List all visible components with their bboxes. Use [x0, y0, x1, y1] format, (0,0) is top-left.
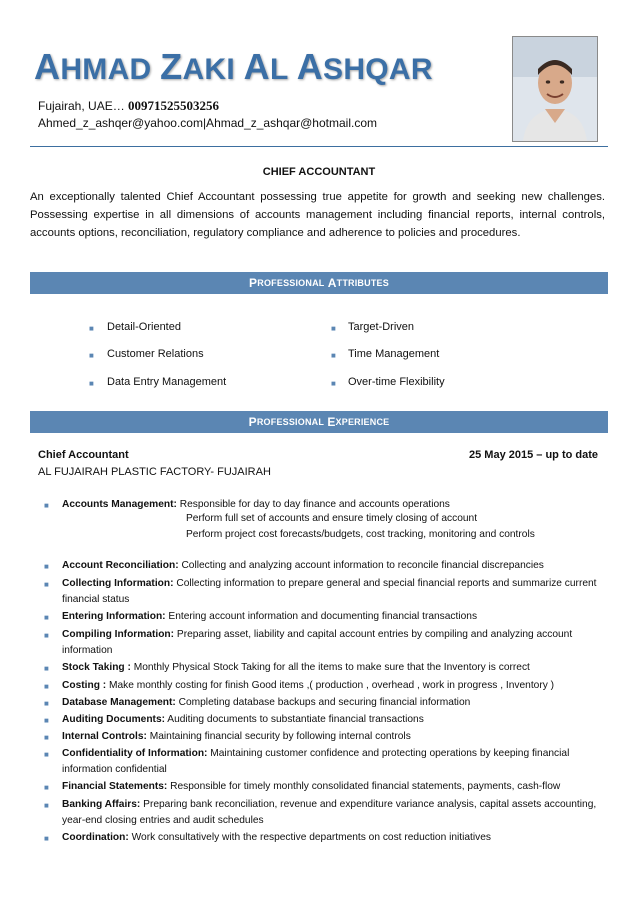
bullet-icon: ■ [44, 733, 49, 742]
bullet-icon: ■ [44, 562, 49, 571]
bullet-icon: ■ [44, 699, 49, 708]
bullet-icon: ■ [44, 834, 49, 843]
phone-number[interactable]: 00971525503256 [128, 98, 220, 113]
section-header-attributes: P ROFESSIONAL A TTRIBUTES [30, 272, 608, 294]
job-date: 25 May 2015 – up to date [469, 449, 598, 461]
bullet-icon: ■ [44, 631, 49, 640]
job-title: Chief Accountant [38, 449, 129, 461]
attribute-item: Detail-Oriented [107, 321, 181, 333]
duty-item: Accounts Management: Responsible for day to day finance and accounts operations [62, 499, 450, 510]
attribute-item: Customer Relations [107, 348, 204, 360]
duty-subline: Perform project cost forecasts/budgets, cost tracking, monitoring and controls [186, 529, 535, 540]
role-title: CHIEF ACCOUNTANT [262, 166, 376, 178]
profile-summary: An exceptionally talented Chief Accountant possessing true appetite for growth and seeking new challenges. Possessing expertise in all dimensions of accounts management including financial reports, internal controls, accounts options, reconciliation, regulatory compliance and adherence to policies and procedures. [30, 191, 605, 239]
bullet-icon: ■ [44, 682, 49, 691]
bullet-icon: ■ [44, 801, 49, 810]
name-word-1: AHMAD [34, 46, 152, 87]
profile-photo [512, 36, 598, 142]
person-avatar-icon [513, 37, 597, 141]
duty-item: Financial Statements: Responsible for timely monthly consolidated financial statements, payments, cash-flow [62, 781, 561, 792]
bullet-icon: ■ [44, 664, 49, 673]
location: Fujairah, UAE… [38, 99, 129, 113]
bullet-icon: ■ [89, 324, 94, 333]
header-divider [30, 146, 608, 147]
attribute-item: Data Entry Management [107, 376, 227, 388]
bullet-icon: ■ [44, 613, 49, 622]
name-word-4: ASHQAR [296, 46, 433, 87]
contact-emails[interactable]: Ahmed_z_ashqer@yahoo.com|Ahmad_z_ashqar@hotmail.com [38, 116, 377, 130]
attribute-item: Over-time Flexibility [348, 376, 445, 388]
duty-item: Costing : Make monthly costing for finish Good items ,( production , overhead , work in progress , Inventory ) [62, 680, 555, 691]
duty-item: Auditing Documents: Auditing documents to substantiate financial transactions [62, 714, 424, 725]
attribute-item: Time Management [348, 348, 440, 360]
duty-item: Coordination: Work consultatively with the respective departments on cost reduction initiatives [62, 832, 491, 843]
duty-item: Confidentiality of Information: Maintaining customer confidence and protecting operations by keeping financial information confidential [62, 748, 570, 775]
candidate-name [34, 46, 433, 88]
bullet-icon: ■ [89, 351, 94, 360]
duty-item: Banking Affairs: Preparing bank reconciliation, revenue and expenditure variance analysis, capital assets accounting, year-end closing entries and audit schedules [62, 799, 597, 826]
duty-item: Compiling Information: Preparing asset, liability and capital account entries by compiling and analyzing account information [62, 629, 573, 656]
bullet-icon: ■ [44, 783, 49, 792]
company-name: AL FUJAIRAH PLASTIC FACTORY- FUJAIRAH [38, 466, 271, 478]
bullet-icon: ■ [331, 351, 336, 360]
duty-item: Entering Information: Entering account information and documenting financial transactions [62, 611, 478, 622]
duty-item: Database Management: Completing database backups and securing financial information [62, 697, 471, 708]
bullet-icon: ■ [44, 750, 49, 759]
section-header-experience: P ROFESSIONAL E XPERIENCE [30, 411, 608, 433]
bullet-icon: ■ [331, 324, 336, 333]
bullet-icon: ■ [89, 379, 94, 388]
name-word-2: ZAKI [160, 46, 236, 87]
duty-item: Stock Taking : Monthly Physical Stock Taking for all the items to make sure that the Inventory is correct [62, 662, 530, 673]
duty-subline: Perform full set of accounts and ensure timely closing of account [186, 513, 478, 524]
bullet-icon: ■ [44, 716, 49, 725]
duty-item: Account Reconciliation: Collecting and analyzing account information to reconcile financial discrepancies [62, 560, 544, 571]
bullet-icon: ■ [44, 501, 49, 510]
duty-item: Collecting Information: Collecting information to prepare general and special financial reports and summarize current financial status [62, 578, 597, 605]
contact-location-phone [38, 98, 219, 114]
attribute-item: Target-Driven [348, 321, 415, 333]
bullet-icon: ■ [331, 379, 336, 388]
name-word-3: AL [243, 46, 289, 87]
bullet-icon: ■ [44, 580, 49, 589]
duty-item: Internal Controls: Maintaining financial security by following internal controls [62, 731, 411, 742]
